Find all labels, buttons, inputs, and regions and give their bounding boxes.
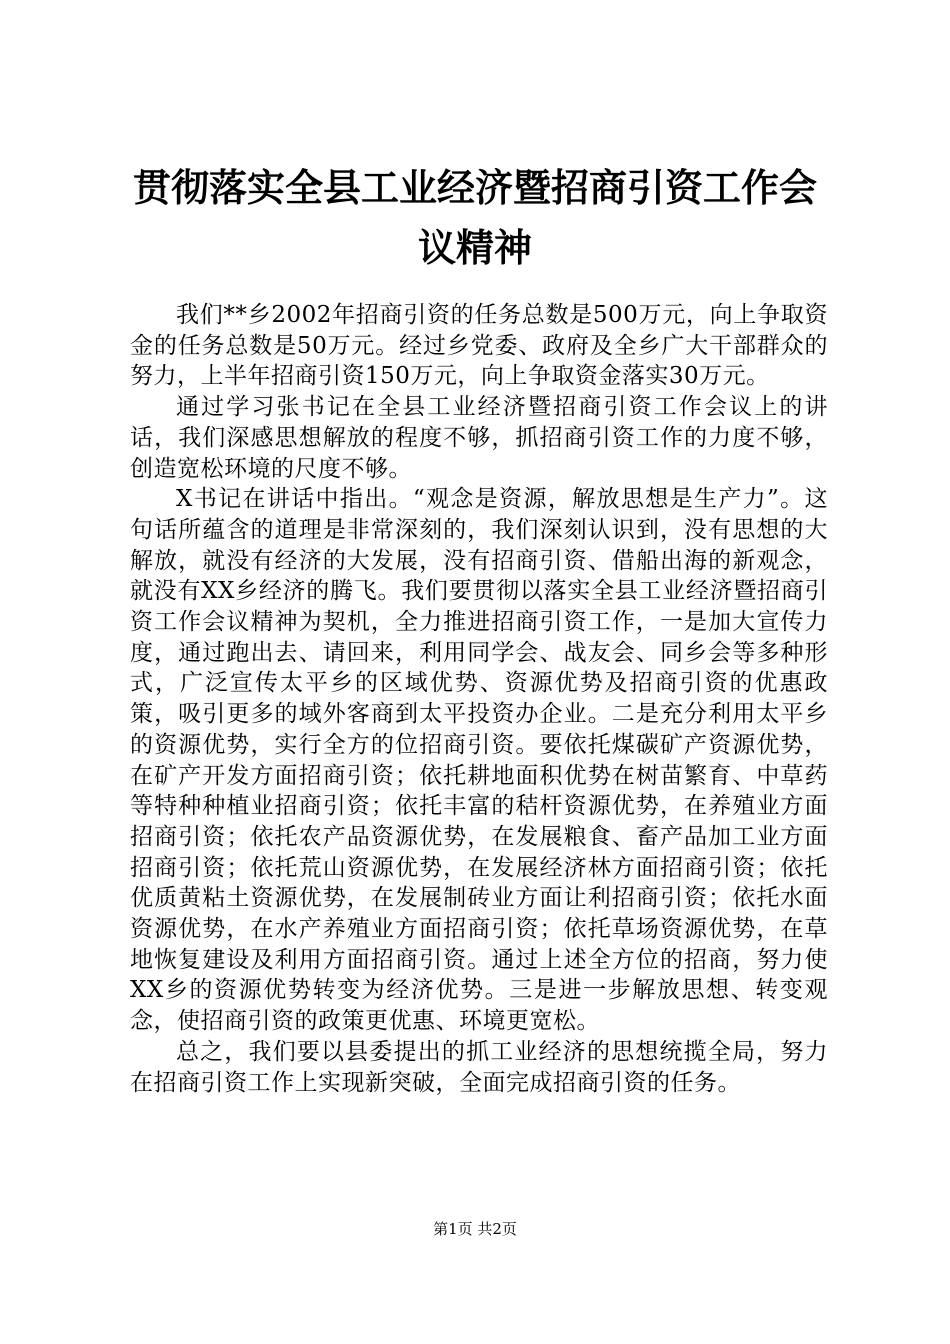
paragraph-4: 总之，我们要以县委提出的抓工业经济的思想统揽全局，努力在招商引资工作上实现新突破，全面完成招商引资的任务。	[130, 1038, 828, 1096]
paragraph-2: 通过学习张书记在全县工业经济暨招商引资工作会议上的讲话，我们深感思想解放的程度不够，抓招商引资工作的力度不够，创造宽松环境的尺度不够。	[130, 394, 828, 482]
document-title: 贯彻落实全县工业经济暨招商引资工作会议精神	[132, 165, 817, 270]
paragraph-3: X书记在讲话中指出。“观念是资源，解放思想是生产力”。这句话所蕴含的道理是非常深刻的，我们深刻认识到，没有思想的大解放，就没有经济的大发展，没有招商引资、借船出海的新观念，就没有XX乡经济的腾飞。我们要贯彻以落实全县工业经济暨招商引资工作会议精神为契机，全力推进招商引资工作，一是加大宣传力度，通过跑出去、请回来，利用同学会、战友会、同乡会等多种形式，广泛宣传太平乡的区域优势、资源优势及招商引资的优惠政策，吸引更多的域外客商到太平投资办企业。二是充分利用太平乡的资源优势，实行全方的位招商引资。要依托煤碳矿产资源优势，在矿产开发方面招商引资；依托耕地面积优势在树苗繁育、中草药等特种种植业招商引资；依托丰富的秸杆资源优势，在养殖业方面招商引资；依托农产品资源优势，在发展粮食、畜产品加工业方面招商引资；依托荒山资源优势，在发展经济林方面招商引资；依托优质黄粘土资源优势，在发展制砖业方面让利招商引资；依托水面资源优势，在水产养殖业方面招商引资；依托草场资源优势，在草地恢复建设及利用方面招商引资。通过上述全方位的招商，努力使XX乡的资源优势转变为经济优势。三是进一步解放思想、转变观念，使招商引资的政策更优惠、环境更宽松。	[130, 486, 828, 1035]
paragraph-1: 我们**乡2002年招商引资的任务总数是500万元，向上争取资金的任务总数是50万元。经过乡党委、政府及全乡广大干部群众的努力，上半年招商引资150万元，向上争取资金落实30万元。	[130, 302, 828, 390]
page-footer: 第1页 共2页	[433, 1220, 517, 1238]
document-body	[130, 300, 828, 1098]
